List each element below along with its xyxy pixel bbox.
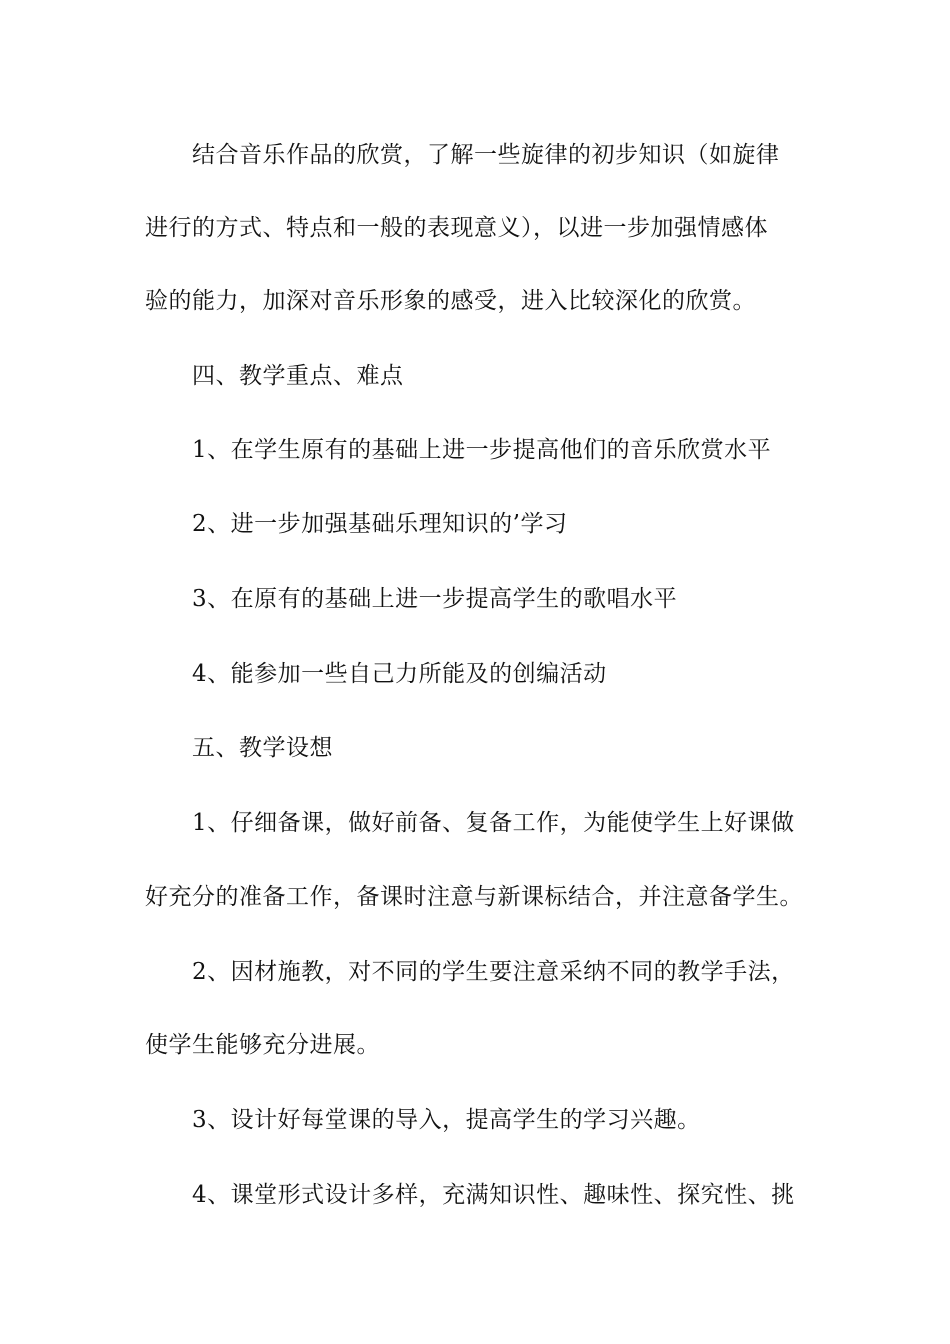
list-item: 1、仔细备课，做好前备、复备工作，为能使学生上好课做 [192, 810, 795, 836]
list-item: 1、在学生原有的基础上进一步提高他们的音乐欣赏水平 [192, 437, 772, 463]
list-item: 3、在原有的基础上进一步提高学生的歌唱水平 [192, 586, 678, 612]
list-item: 2、进一步加强基础乐理知识的’学习 [192, 511, 568, 537]
paragraph-line: 结合音乐作品的欣赏，了解一些旋律的初步知识（如旋律 [192, 142, 780, 168]
section-heading: 五、教学设想 [192, 735, 333, 761]
list-item-continuation: 好充分的准备工作，备课时注意与新课标结合，并注意备学生。 [145, 884, 803, 910]
list-item: 4、能参加一些自己力所能及的创编活动 [192, 661, 607, 687]
list-item: 3、设计好每堂课的导入，提高学生的学习兴趣。 [192, 1107, 701, 1133]
paragraph-line: 验的能力，加深对音乐形象的感受，进入比较深化的欣赏。 [145, 288, 756, 314]
paragraph-line: 进行的方式、特点和一般的表现意义），以进一步加强情感体 [145, 215, 768, 241]
list-item-continuation: 使学生能够充分进展。 [145, 1032, 380, 1058]
list-item: 4、课堂形式设计多样，充满知识性、趣味性、探究性、挑 [192, 1182, 795, 1208]
section-heading: 四、教学重点、难点 [192, 363, 404, 389]
list-item: 2、因材施教，对不同的学生要注意采纳不同的教学手法， [192, 959, 795, 985]
